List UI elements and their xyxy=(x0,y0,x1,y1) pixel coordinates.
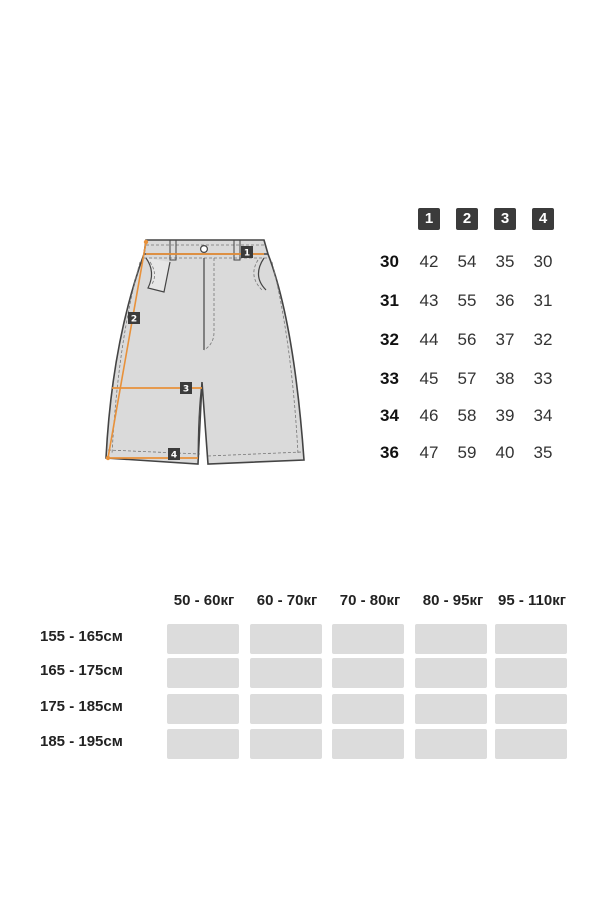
size-value: 35 xyxy=(533,443,553,462)
height-row xyxy=(40,624,580,654)
fit-cell xyxy=(167,658,239,688)
weight-header: 80 - 95кг xyxy=(422,592,484,609)
fit-cell xyxy=(167,694,239,724)
marker-1 xyxy=(241,246,253,259)
size-value: 38 xyxy=(495,369,515,388)
column-badge-3: 3 xyxy=(494,208,516,230)
weight-header: 60 - 70кг xyxy=(256,592,318,609)
size-value: 44 xyxy=(419,330,439,349)
size-value: 34 xyxy=(533,406,553,425)
column-badge-4: 4 xyxy=(532,208,554,230)
size-value: 58 xyxy=(457,406,477,425)
fit-cell xyxy=(495,658,567,688)
height-row xyxy=(40,694,580,724)
fit-cell xyxy=(495,694,567,724)
fit-cell xyxy=(167,624,239,654)
size-value: 59 xyxy=(457,443,477,462)
fit-cell xyxy=(332,658,404,688)
size-value: 46 xyxy=(419,406,439,425)
size-value: 37 xyxy=(495,330,515,349)
height-label: 185 - 195см xyxy=(40,733,123,750)
size-value: 43 xyxy=(419,291,439,310)
height-label: 175 - 185см xyxy=(40,698,123,715)
size-value: 32 xyxy=(533,330,553,349)
svg-text:4: 4 xyxy=(170,450,178,461)
size-value: 55 xyxy=(457,291,477,310)
shorts-diagram xyxy=(98,232,308,472)
size-value: 33 xyxy=(533,369,553,388)
fit-cell xyxy=(415,624,487,654)
size-row xyxy=(370,291,570,315)
height-label: 165 - 175см xyxy=(40,662,123,679)
fit-cell xyxy=(250,694,322,724)
size-value: 31 xyxy=(533,291,553,310)
size-value: 35 xyxy=(495,252,515,271)
height-row xyxy=(40,729,580,759)
shorts-outline xyxy=(106,240,304,464)
fit-cell xyxy=(250,729,322,759)
size-value: 39 xyxy=(495,406,515,425)
size-value: 36 xyxy=(495,291,515,310)
size-value: 30 xyxy=(533,252,553,271)
fit-cell xyxy=(332,729,404,759)
fit-cell xyxy=(415,729,487,759)
fit-cell xyxy=(250,658,322,688)
marker-2 xyxy=(128,312,140,325)
marker-3 xyxy=(180,382,192,395)
size-value: 45 xyxy=(419,369,439,388)
fit-cell xyxy=(332,624,404,654)
weight-header: 95 - 110кг xyxy=(498,592,566,609)
size-value: 47 xyxy=(419,443,439,462)
size-row xyxy=(370,369,570,393)
fit-cell xyxy=(167,729,239,759)
column-badge-2: 2 xyxy=(456,208,478,230)
svg-text:3: 3 xyxy=(182,384,190,395)
size-row xyxy=(370,252,570,276)
size-row xyxy=(370,406,570,430)
fit-cell xyxy=(495,729,567,759)
marker-4 xyxy=(168,448,180,461)
weight-header: 50 - 60кг xyxy=(173,592,235,609)
size-value: 56 xyxy=(457,330,477,349)
height-row xyxy=(40,658,580,688)
fit-cell xyxy=(415,658,487,688)
height-label: 155 - 165см xyxy=(40,628,123,645)
size-row xyxy=(370,443,570,467)
size-value: 40 xyxy=(495,443,515,462)
fit-cell xyxy=(495,624,567,654)
svg-text:2: 2 xyxy=(130,314,138,325)
fit-cell xyxy=(332,694,404,724)
fit-cell xyxy=(250,624,322,654)
size-value: 57 xyxy=(457,369,477,388)
size-label: 36 xyxy=(380,443,399,462)
size-label: 30 xyxy=(380,252,399,271)
size-label: 32 xyxy=(380,330,399,349)
button-icon xyxy=(201,246,208,253)
weight-header: 70 - 80кг xyxy=(339,592,401,609)
size-value: 42 xyxy=(419,252,439,271)
size-label: 33 xyxy=(380,369,399,388)
size-label: 31 xyxy=(380,291,399,310)
size-row xyxy=(370,330,570,354)
svg-text:1: 1 xyxy=(243,248,251,259)
size-value: 54 xyxy=(457,252,477,271)
fit-cell xyxy=(415,694,487,724)
column-badge-1: 1 xyxy=(418,208,440,230)
size-label: 34 xyxy=(380,406,399,425)
